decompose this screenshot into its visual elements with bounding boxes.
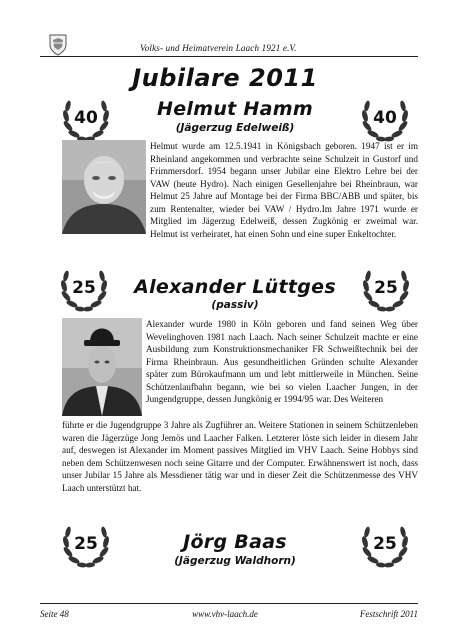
person-biography: Alexander wurde 1980 in Köln geboren und fand seinen Weg über Wevelinghoven 1981 nach Laach. Nach seiner Schulzeit machte er eine Ausbildung zum Konstruktionsmechaniker FR Schweißtechnik bei der Firma Rheinbraun. Aus gesundheitlichen Gründen schulte Alexander später zum Bürokaufmann um und lebt mittlerweile in München. Seine Schützenlaufbahn begann, wie bei so vielen Laacher Jungen, in der Jungendgruppe, dessen Jungkönig er 1994/95 war. Des Weiteren (146, 319, 418, 405)
publication-name: Festschrift 2011 (359, 609, 418, 619)
badge-number: 25 (72, 278, 96, 298)
badge-number: 40 (74, 108, 98, 128)
portrait-image (62, 318, 142, 416)
person-name: Helmut Hamm (157, 98, 313, 120)
badge-number: 40 (373, 108, 397, 128)
person-subtitle: (Jägerzug Edelweiß) (175, 122, 295, 134)
badge-number: 25 (373, 534, 397, 554)
jubilee-badge-left (58, 520, 114, 572)
page-title: Jubilare 2011 (132, 64, 318, 92)
person-biography-continued: führte er die Jugendgruppe 3 Jahre als Zugführer an. Weitere Stationen in seinem Schützenleben waren die Jägerzüge Jong Jemös und Laacher Falken. Letzterer löste sich leider in diesem Jahr auf, deswegen ist Alexander im Moment passives Mitglied im VHV Laach. Seine Hobbys sind neben dem Schützenwesen noch seine Gitarre und der Computer. Erwähnenswert ist noch, dass unser Jubilar 15 Jahre als Messdiener tätig war und in dieser Zeit die Schützenmesse des VHV Laach unterstützt hat. (62, 420, 418, 493)
jubilee-badge-left (58, 94, 114, 146)
page-number: Seite 48 (40, 609, 69, 619)
club-crest-icon (49, 34, 67, 56)
jubilee-badge-right (357, 520, 413, 572)
jubilee-badge-right (358, 264, 414, 316)
person-subtitle: (Jägerzug Waldhorn) (174, 555, 296, 567)
person-subtitle: (passiv) (211, 299, 259, 311)
portrait-image (62, 140, 146, 234)
person-biography: Helmut wurde am 12.5.1941 in Königsbach geboren. 1947 ist er im Rheinland angekommen und verbrachte seine Schulzeit in Gustorf und Frimmersdorf. 1954 begann unser Jubilar eine Elektro Lehre bei der VAW (heute Hydro). Nach einigen Gesellenjahre bei Rheinbraun, war Helmut 25 Jahre auf Montage bei der Firma BBC/ABB und später, bis zum Rentenalter, wieder bei VAW / Hydro.Im Jahre 1971 wurde er Mitglied im Jägerzug Edelweiß, dessen Zugkönig er zweimal war. Helmut ist verheiratet, hat einen Sohn und eine super Enkeltochter. (150, 141, 418, 239)
website-link[interactable]: www.vhv-laach.de (192, 609, 258, 619)
footer-rule (40, 603, 418, 604)
badge-number: 25 (374, 278, 398, 298)
club-name: Volks- und Heimatverein Laach 1921 e.V. (140, 43, 297, 53)
header-rule (40, 56, 418, 57)
jubilee-badge-left (56, 264, 112, 316)
person-name: Jörg Baas (183, 531, 287, 553)
person-photo (62, 140, 146, 234)
person-name: Alexander Lüttges (134, 276, 336, 298)
badge-number: 25 (74, 534, 98, 554)
jubilee-badge-right (357, 94, 413, 146)
person-photo (62, 318, 142, 416)
